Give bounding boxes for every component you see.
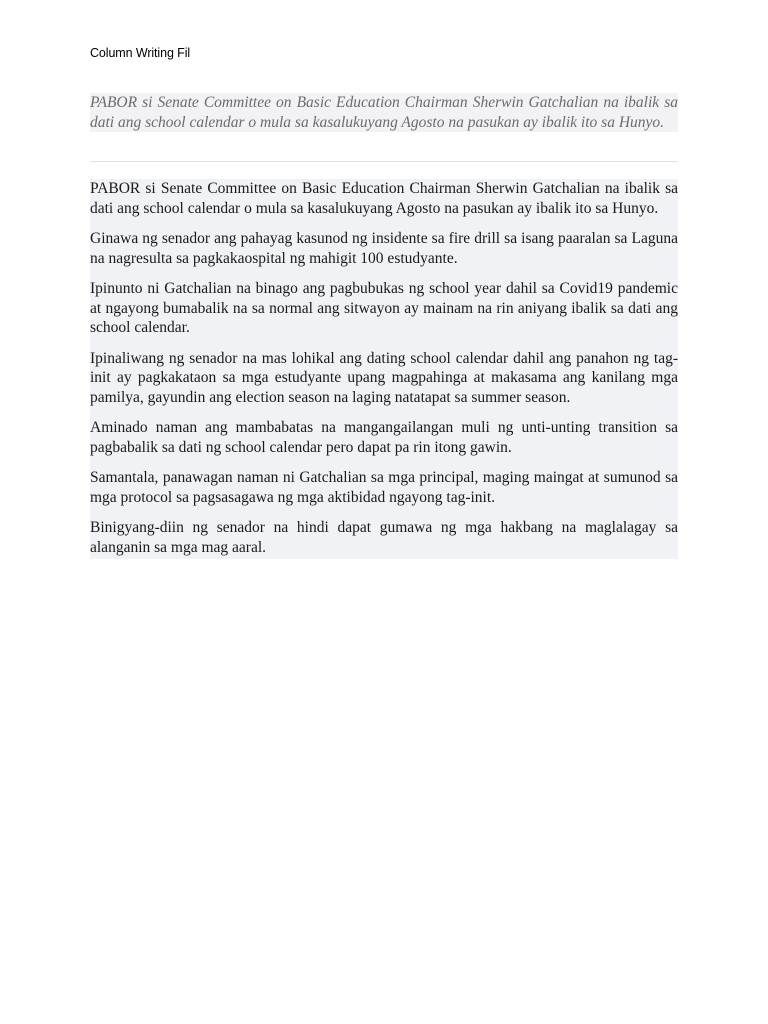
article-paragraph-1: PABOR si Senate Committee on Basic Education Chairman Sherwin Gatchalian na ibalik sa dati ang school calendar o mula sa kasalukuyang Agosto na pasukan ay ibalik ito sa Hunyo. <box>90 180 678 217</box>
article-paragraph-4: Ipinaliwang ng senador na mas lohikal ang dating school calendar dahil ang panahon ng tag-init ay pagkakataon sa mga estudyante upang magpahinga at makasama ang kanilang mga pamilya, gayundin ang election season na laging natatapat sa summer season. <box>90 349 678 406</box>
article-paragraph-5: Aminado naman ang mambabatas na mangangailangan muli ng unti-unting transition sa pagbabalik sa dati ng school calendar pero dapat pa rin itong gawin. <box>90 419 678 456</box>
article-paragraph-2: Ginawa ng senador ang pahayag kasunod ng insidente sa fire drill sa isang paaralan sa Laguna na nagresulta sa pagkakaospital ng mahigit 100 estudyante. <box>90 230 678 267</box>
article-paragraph-7: Binigyang-diin ng senador na hindi dapat gumawa ng mga hakbang na maglalagay sa alanganin sa mga mag aaral. <box>90 519 678 556</box>
article-paragraph-6: Samantala, panawagan naman ni Gatchalian sa mga principal, maging maingat at sumunod sa mga protocol sa pagsasagawa ng mga aktibidad ngayong tag-init. <box>90 469 678 506</box>
article-paragraph-3: Ipinunto ni Gatchalian na binago ang pagbubukas ng school year dahil sa Covid19 pandemic at ngayong bumabalik na sa normal ang sitwayon ay mainam na rin aniyang ibalik sa dati ang school calendar. <box>90 280 678 336</box>
article-body <box>90 179 678 559</box>
divider <box>90 161 678 162</box>
document-header-title: Column Writing Fil <box>90 46 191 60</box>
lede-summary: PABOR si Senate Committee on Basic Education Chairman Sherwin Gatchalian na ibalik sa dati ang school calendar o mula sa kasalukuyang Agosto na pasukan ay ibalik ito sa Hunyo. <box>90 94 678 131</box>
